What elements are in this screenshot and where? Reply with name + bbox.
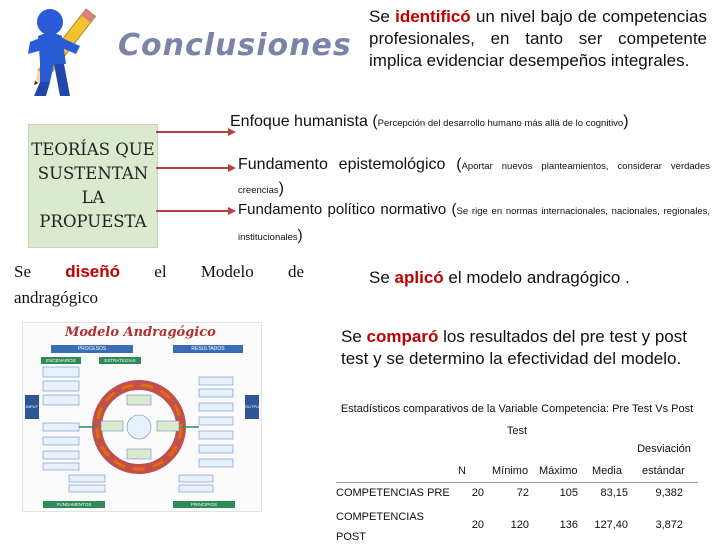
stats-row-sd: 3,872	[655, 519, 683, 531]
stats-row-pre	[336, 487, 698, 503]
model-input-label: INPUT	[25, 395, 39, 419]
foundation-politico	[238, 198, 710, 250]
stats-row-post	[336, 507, 698, 541]
stats-row-label: COMPETENCIAS POST	[336, 511, 425, 543]
compared-keyword: comparó	[366, 327, 439, 346]
intro-seg-2: un nivel bajo de competencias profesionales, en tanto ser competente implica evidenciar desempeños integrales.	[369, 7, 707, 70]
stats-row-max: 105	[559, 487, 578, 499]
stats-row-sd: 9,382	[655, 487, 683, 499]
model-left-header: PROCESOS	[51, 345, 133, 353]
design-keyword: diseñó	[65, 262, 121, 281]
arrow-to-politico	[156, 203, 236, 221]
design-seg-2: el Modelo de andragógico	[14, 262, 304, 307]
model-right-header: RESULTADOS	[173, 345, 243, 353]
stats-header-sd-bottom: estándar	[642, 465, 685, 477]
stats-caption: Estadísticos comparativos de la Variable Competencia: Pre Test Vs Post Test	[340, 403, 694, 437]
stats-divider	[336, 482, 698, 483]
stats-header-n: N	[458, 465, 466, 477]
foundation-humanista	[230, 112, 710, 134]
model-left-sub: ESCENARIOS	[41, 357, 81, 364]
compared-seg-2: los resultados del pre test y post test y se determino la efectividad del modelo.	[341, 327, 687, 368]
stats-header-row	[336, 465, 698, 479]
page-title: Conclusiones	[118, 28, 352, 63]
compared-paragraph	[341, 326, 687, 370]
intro-paragraph	[369, 6, 707, 72]
applied-sentence	[369, 268, 630, 288]
foundation-note: Se rige en normas internacionales, nacionales, regionales, institucionales	[238, 206, 710, 243]
design-seg-0: Se	[14, 262, 66, 281]
model-output-label: OUTPUT	[245, 395, 259, 419]
stats-row-mean: 127,40	[594, 519, 628, 531]
stats-header-max: Máximo	[539, 465, 578, 477]
theory-box-label: TEORÍAS QUE SUSTENTAN LA PROPUESTA	[31, 140, 155, 231]
intro-keyword: identificó	[395, 7, 471, 26]
applied-seg-2: el modelo andragógico .	[443, 268, 630, 287]
stats-row-max: 136	[559, 519, 578, 531]
stats-row-n: 20	[471, 519, 484, 531]
stats-row-n: 20	[471, 487, 484, 499]
foundation-main: Enfoque humanista (	[230, 113, 378, 130]
stats-row-mean: 83,15	[600, 487, 628, 499]
model-left-sub2: ESTRATEGIAS	[99, 357, 141, 364]
foundation-end: )	[297, 227, 303, 244]
arrow-to-humanista	[156, 124, 236, 142]
design-sentence	[14, 259, 304, 311]
foundation-main: Fundamento epistemológico (	[238, 156, 462, 173]
compared-seg-0: Se	[341, 327, 367, 346]
stats-row-label: COMPETENCIAS PRE	[336, 487, 450, 499]
model-title: Modelo Andragógico	[65, 325, 216, 340]
andragogic-model-diagram	[22, 322, 262, 512]
stats-header-min: Mínimo	[492, 465, 529, 477]
intro-seg-0: Se	[369, 7, 396, 26]
stats-sd-header-top: Desviación	[637, 443, 691, 455]
applied-seg-0: Se	[369, 268, 395, 287]
stats-header-mean: Media	[592, 465, 622, 477]
arrow-to-epistemologico	[156, 160, 236, 178]
model-bottom-right: PRINCIPIOS	[173, 501, 235, 508]
model-bottom-left: FUNDAMENTOS	[43, 501, 105, 508]
applied-keyword: aplicó	[394, 268, 444, 287]
stats-row-min: 72	[516, 487, 529, 499]
model-ring-graphic	[39, 363, 245, 499]
foundation-end: )	[623, 113, 629, 130]
foundation-note: Percepción del desarrollo humano más allá de lo cognitivo	[377, 118, 624, 129]
theory-box	[28, 124, 158, 248]
foundation-epistemologico	[238, 154, 710, 202]
foundation-end: )	[278, 180, 284, 197]
foundation-note: Aportar nuevos planteamientos, considerar verdades creencias	[238, 161, 711, 196]
stats-row-min: 120	[510, 519, 529, 531]
person-with-pencil-icon	[10, 2, 110, 102]
foundation-main: Fundamento político normativo (	[238, 201, 457, 218]
